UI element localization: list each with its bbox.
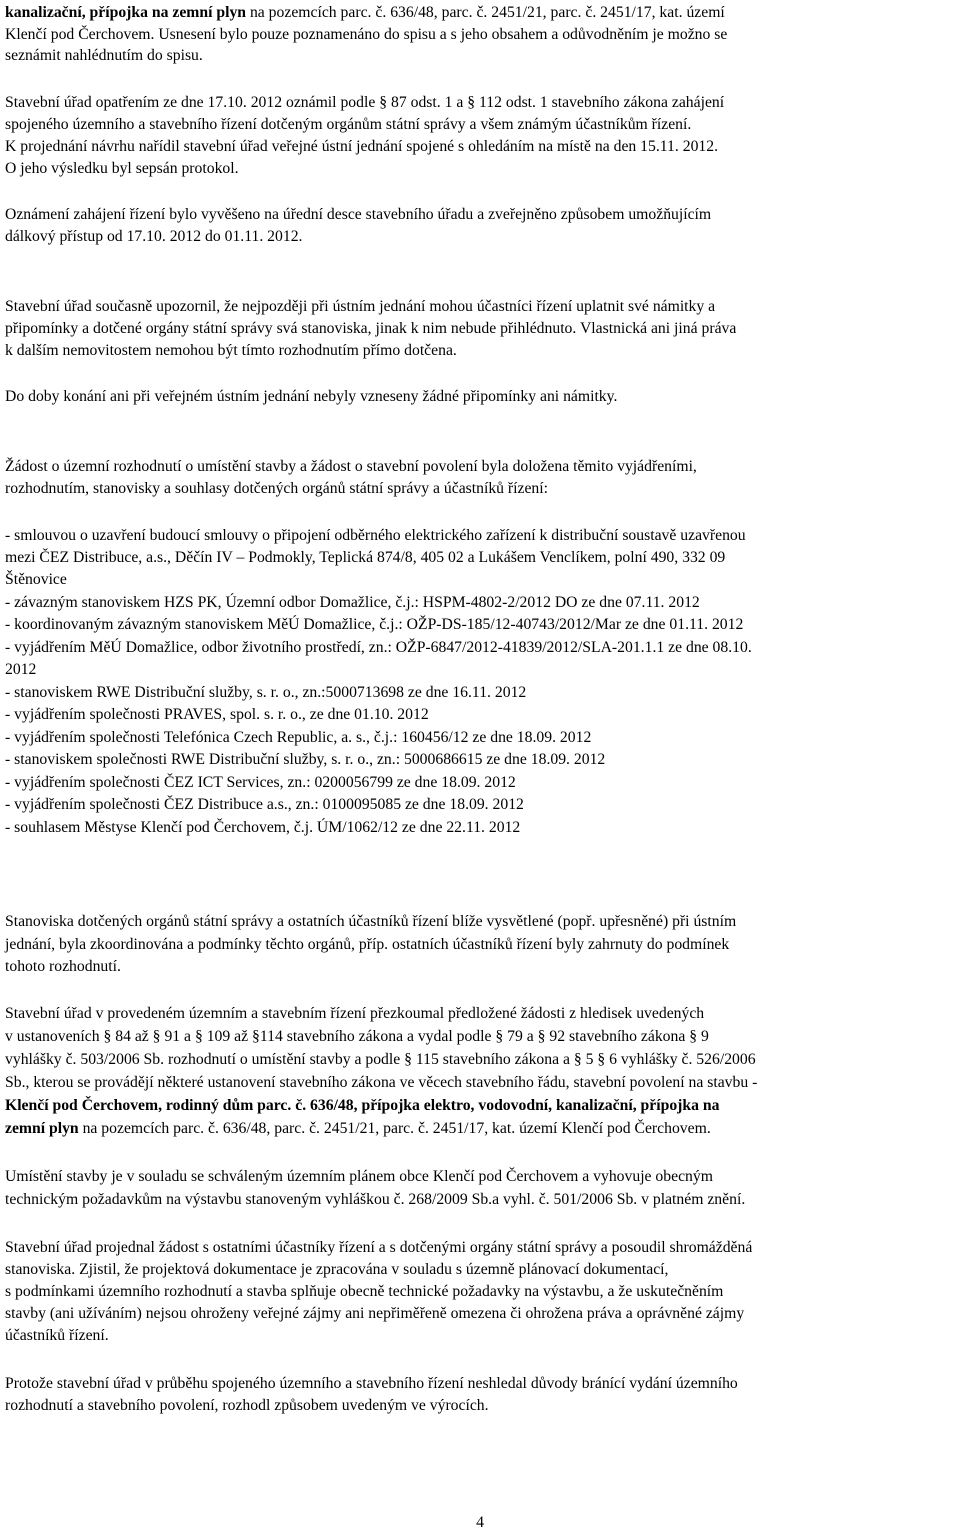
text-line: v ustanoveních § 84 až § 91 a § 109 až §114 stavebního zákona a vydal podle § 79 a § 92 stavebního zákona § 9 bbox=[5, 1028, 709, 1045]
text-line: technickým požadavkům na výstavbu stanoveným vyhláškou č. 268/2009 Sb.a vyhl. č. 501/2006 Sb. v platném znění. bbox=[5, 1191, 746, 1208]
text-line: připomínky a dotčené orgány státní správy svá stanoviska, jinak k nim nebude přihlédnuto. Vlastnická ani jiná práva bbox=[5, 320, 737, 337]
text-line: Stanoviska dotčených orgánů státní správy a ostatních účastníků řízení blíže vysvětlené (popř. upřesněné) při ústním bbox=[5, 913, 737, 930]
text-line: Sb., kterou se provádějí některé ustanovení stavebního zákona ve věcech stavebního řádu, stavební povolení na stavbu - bbox=[5, 1074, 758, 1091]
text-run: na pozemcích parc. č. 636/48, parc. č. 2451/21, parc. č. 2451/17, kat. území Klenčí pod Čerchovem. bbox=[78, 1120, 711, 1137]
list-item: - vyjádřením společnosti ČEZ Distribuce a.s., zn.: 0100095085 ze dne 18.09. 2012 bbox=[5, 796, 524, 813]
list-item: - vyjádřením MěÚ Domažlice, odbor životního prostředí, zn.: OŽP-6847/2012-41839/2012/SLA-201.1.1 ze dne 08.10. bbox=[5, 639, 752, 656]
text-line: rozhodnutím, stanovisky a souhlasy dotčených orgánů státní správy a účastníků řízení: bbox=[5, 480, 548, 497]
text-line: rozhodnutí a stavebního povolení, rozhodl způsobem uvedeným ve výrocích. bbox=[5, 1397, 489, 1414]
bold-text: zemní plyn bbox=[5, 1120, 79, 1137]
text-line: Umístění stavby je v souladu se schváleným územním plánem obce Klenčí pod Čerchovem a vyhovuje obecným bbox=[5, 1168, 713, 1185]
text-line: Protože stavební úřad v průběhu spojeného územního a stavebního řízení neshledal důvody bránící vydání územního bbox=[5, 1375, 738, 1392]
list-item: - závazným stanoviskem HZS PK, Územní odbor Domažlice, č.j.: HSPM-4802-2/2012 DO ze dne 07.11. 2012 bbox=[5, 594, 700, 611]
list-item: Štěnovice bbox=[5, 571, 67, 588]
text-line bbox=[5, 2, 725, 23]
text-line: spojeného územního a stavebního řízení dotčeným orgánům státní správy a všem známým účastníkům řízení. bbox=[5, 116, 692, 133]
text-run: na pozemcích parc. č. 636/48, parc. č. 2451/21, parc. č. 2451/17, kat. území bbox=[246, 4, 725, 21]
list-item: - vyjádřením společnosti ČEZ ICT Services, zn.: 0200056799 ze dne 18.09. 2012 bbox=[5, 774, 516, 791]
text-line: Stavební úřad současně upozornil, že nejpozději při ústním jednání mohou účastníci řízení uplatnit své námitky a bbox=[5, 298, 716, 315]
text-line: seznámit nahlédnutím do spisu. bbox=[5, 47, 203, 64]
list-item: - koordinovaným závazným stanoviskem MěÚ Domažlice, č.j.: OŽP-DS-185/12-40743/2012/Mar ze dne 01.11. 2012 bbox=[5, 616, 744, 633]
list-item: 2012 bbox=[5, 661, 37, 678]
text-line: vyhlášky č. 503/2006 Sb. rozhodnutí o umístění stavby a podle § 115 stavebního zákona a § 5 § 6 vyhlášky č. 526/2006 bbox=[5, 1051, 756, 1068]
text-line: Žádost o územní rozhodnutí o umístění stavby a žádost o stavební povolení byla doložena těmito vyjádřeními, bbox=[5, 458, 697, 475]
text-line: k dalším nemovitostem nemohou být tímto rozhodnutím přímo dotčena. bbox=[5, 342, 457, 359]
text-line: s podmínkami územního rozhodnutí a stavba splňuje obecně technické požadavky na výstavbu, a že uskutečněním bbox=[5, 1283, 724, 1300]
list-item: mezi ČEZ Distribuce, a.s., Děčín IV – Podmokly, Teplická 874/8, 405 02 a Lukášem Venclíkem, polní 490, 332 09 bbox=[5, 549, 726, 566]
text-line bbox=[5, 1118, 711, 1139]
text-line: Klenčí pod Čerchovem. Usnesení bylo pouze poznamenáno do spisu a s jeho obsahem a odůvodněním je možno se bbox=[5, 26, 728, 43]
text-line: stavby (ani užíváním) nejsou ohroženy veřejné zájmy ani nepřiměřeně omezena či ohrožena práva a oprávněné zájmy bbox=[5, 1305, 745, 1322]
text-line: jednání, byla zkoordinována a podmínky těchto orgánů, příp. ostatních účastníků řízení byly zahrnuty do podmínek bbox=[5, 936, 730, 953]
text-line: stanoviska. Zjistil, že projektová dokumentace je zpracována v souladu s územně plánovací dokumentací, bbox=[5, 1261, 669, 1278]
text-line: O jeho výsledku byl sepsán protokol. bbox=[5, 160, 239, 177]
list-item: - souhlasem Městyse Klenčí pod Čerchovem, č.j. ÚM/1062/12 ze dne 22.11. 2012 bbox=[5, 819, 521, 836]
text-line: Stavební úřad projednal žádost s ostatními účastníky řízení a s dotčenými orgány státní správy a posoudil shromážděná bbox=[5, 1239, 753, 1256]
bold-text: Klenčí pod Čerchovem, rodinný dům parc. č. 636/48, přípojka elektro, vodovodní, kanalizační, přípojka na bbox=[5, 1097, 720, 1114]
list-item: - vyjádřením společnosti Telefónica Czech Republic, a. s., č.j.: 160456/12 ze dne 18.09. 2012 bbox=[5, 729, 592, 746]
list-item: - vyjádřením společnosti PRAVES, spol. s. r. o., ze dne 01.10. 2012 bbox=[5, 706, 429, 723]
list-item: - smlouvou o uzavření budoucí smlouvy o připojení odběrného elektrického zařízení k distribuční soustavě uzavřenou bbox=[5, 527, 746, 544]
text-line: Do doby konání ani při veřejném ústním jednání nebyly vzneseny žádné připomínky ani námitky. bbox=[5, 388, 618, 405]
text-line: tohoto rozhodnutí. bbox=[5, 958, 121, 975]
text-line: Oznámení zahájení řízení bylo vyvěšeno na úřední desce stavebního úřadu a zveřejněno způsobem umožňujícím bbox=[5, 206, 712, 223]
page-number: 4 bbox=[476, 1514, 484, 1531]
text-line: Stavební úřad v provedeném územním a stavebním řízení přezkoumal předložené žádosti z hledisek uvedených bbox=[5, 1005, 705, 1022]
list-item: - stanoviskem společnosti RWE Distribuční služby, s. r. o., zn.: 5000686615 ze dne 18.09. 2012 bbox=[5, 751, 606, 768]
bold-text: kanalizační, přípojka na zemní plyn bbox=[5, 4, 247, 21]
text-line: K projednání návrhu nařídil stavební úřad veřejné ústní jednání spojené s ohledáním na místě na den 15.11. 2012. bbox=[5, 138, 719, 155]
text-line: Stavební úřad opatřením ze dne 17.10. 2012 oznámil podle § 87 odst. 1 a § 112 odst. 1 stavebního zákona zahájení bbox=[5, 94, 725, 111]
list-item: - stanoviskem RWE Distribuční služby, s. r. o., zn.:5000713698 ze dne 16.11. 2012 bbox=[5, 684, 527, 701]
text-line: dálkový přístup od 17.10. 2012 do 01.11. 2012. bbox=[5, 228, 303, 245]
text-line: účastníků řízení. bbox=[5, 1327, 109, 1344]
